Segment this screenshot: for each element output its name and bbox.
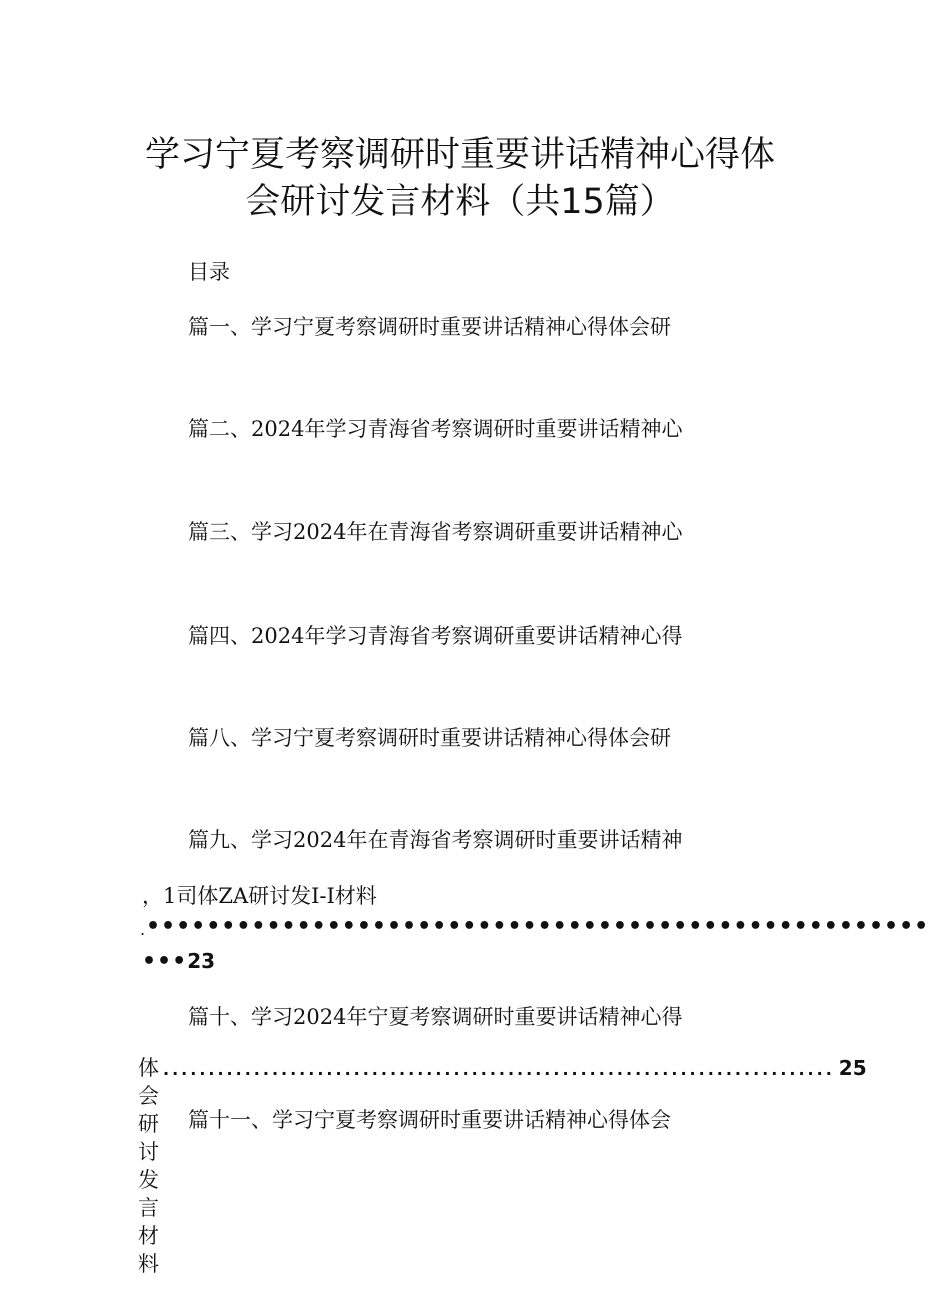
toc-entry-11[interactable]: 篇十一、学习宁夏考察调研时重要讲话精神心得体会 <box>188 1108 671 1132</box>
dot-mark: . <box>140 920 146 939</box>
toc-entry-10[interactable]: 篇十、学习2024年宁夏考察调研时重要讲话精神心得 <box>188 1005 683 1029</box>
page-number-25: 25 <box>838 1056 867 1080</box>
dot-leader-10: .......................................................................... <box>163 1060 835 1079</box>
toc-entry-1[interactable]: 篇一、学习宁夏考察调研时重要讲话精神心得体会研 <box>188 315 671 339</box>
page-number-23: 23 <box>187 949 216 973</box>
toc-entry-10-row <box>138 1054 867 1278</box>
title-line-1: 学习宁夏考察调研时重要讲话精神心得体 <box>144 135 775 175</box>
toc-heading: 目录 <box>188 260 230 284</box>
toc-entry-8[interactable]: 篇八、学习宁夏考察调研时重要讲话精神心得体会研 <box>188 726 671 750</box>
toc-entry-3[interactable]: 篇三、学习2024年在青海省考察调研重要讲话精神心 <box>188 520 683 544</box>
toc-entry-9-continuation: ，1司体ZA研讨发I-I材料 <box>142 884 377 908</box>
document-title <box>80 132 840 226</box>
toc-entry-10-continuation: 体会研讨发言材料 <box>138 1056 159 1276</box>
toc-entry-2[interactable]: 篇二、2024年学习青海省考察调研时重要讲话精神心 <box>188 417 683 441</box>
dot-leader: •••••••••••••••••••••••••••••••••••••••••••••••••••• <box>146 914 929 939</box>
toc-entry-4[interactable]: 篇四、2024年学习青海省考察调研重要讲话精神心得 <box>188 624 683 648</box>
title-line-2: 会研讨发言材料（共15篇） <box>245 182 675 222</box>
dot-leader-tail-dots: ••• <box>142 949 188 974</box>
dot-leader-tail <box>142 948 215 975</box>
toc-entry-9[interactable]: 篇九、学习2024年在青海省考察调研时重要讲话精神 <box>188 828 683 852</box>
